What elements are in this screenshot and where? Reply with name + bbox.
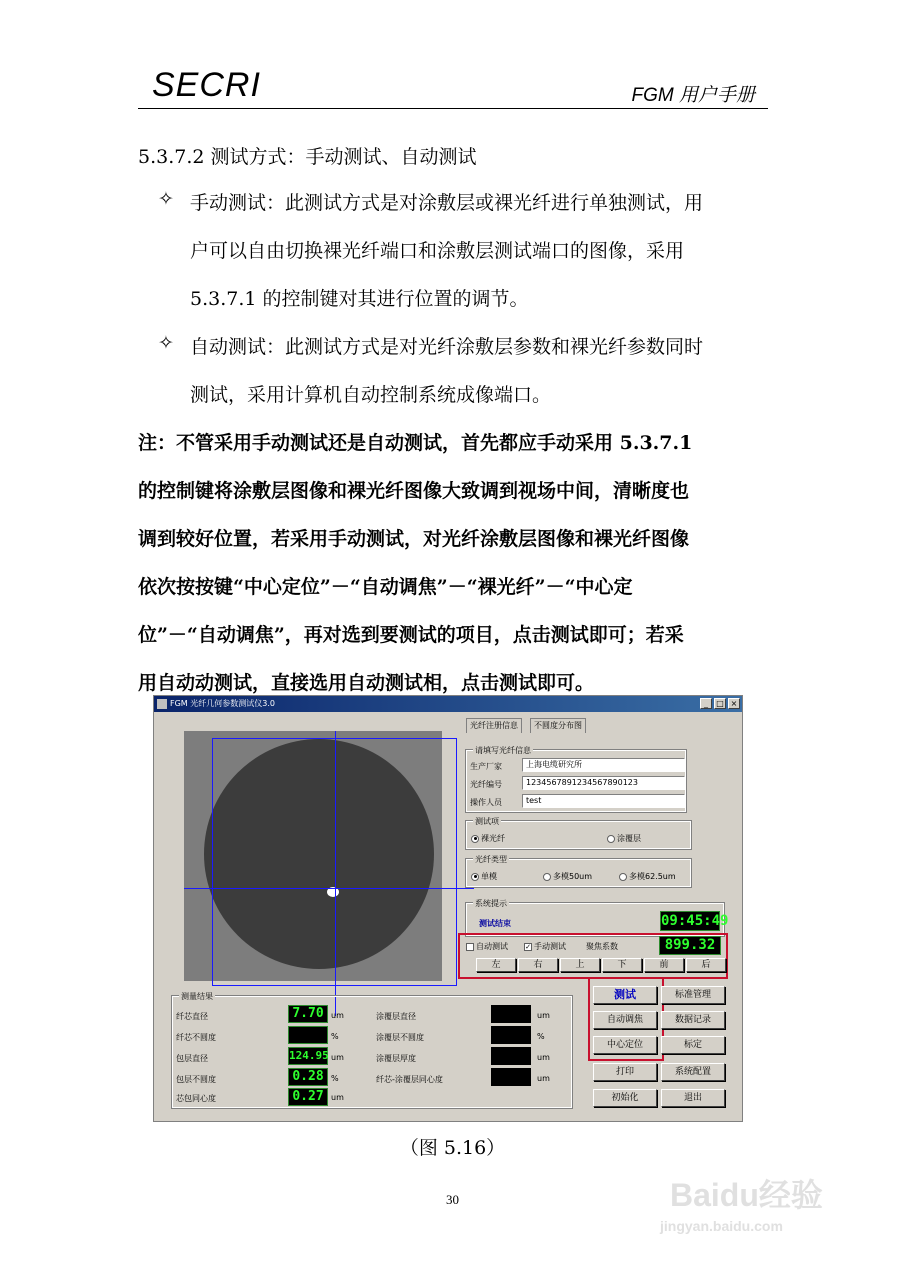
core-ovality-unit: % [331,1032,339,1041]
coating-diameter-unit: um [537,1011,550,1020]
test-item-group-label: 测试项 [475,817,499,826]
bullet-line: 自动测试：此测试方式是对光纤涂敷层参数和裸光纤参数同时 [190,336,704,358]
fiber-image-view [184,731,442,981]
watermark-brand: Baidu经验 [670,1177,823,1213]
checkbox-checked-icon: ✓ [525,942,531,951]
bullet-diamond-icon: ✧ [158,332,174,354]
fiber-type-group [466,855,691,887]
bullet-line: 户可以自由切换裸光纤端口和涂敷层测试端口的图像，采用 [190,240,685,262]
registration-group-label: 请填写光纤信息 [475,746,531,755]
maximize-button[interactable]: □ [714,698,726,709]
header-rule [138,108,768,109]
close-button[interactable]: × [728,698,740,709]
radio-bare-fiber-label: 裸光纤 [481,834,505,843]
radio-coating-label: 涂覆层 [617,834,641,843]
system-status: 测试结束 [479,919,511,928]
test-button[interactable]: 测试 [593,986,657,1004]
radio-multimode-62[interactable] [619,871,676,882]
radio-coating[interactable] [607,833,641,844]
manual-test-label: 手动测试 [534,942,566,951]
app-titlebar [154,696,742,712]
core-diameter-unit: um [331,1011,344,1020]
system-config-button[interactable]: 系统配置 [661,1063,725,1081]
radio-multimode-50-label: 多模50um [553,872,593,881]
core-coating-concentricity-label: 纤芯-涂覆层同心度 [376,1075,443,1084]
coating-ovality-value [491,1026,531,1044]
results-group [172,992,572,1108]
figure-caption: （图 5.16） [399,1137,506,1159]
move-back-button[interactable]: 后 [686,958,726,972]
core-clad-concentricity-unit: um [331,1093,344,1102]
core-coating-concentricity-unit: um [537,1074,550,1083]
radio-icon [607,835,615,843]
radio-bare-fiber[interactable] [471,833,505,844]
bullet-diamond-icon: ✧ [158,188,174,210]
coating-diameter-label: 涂覆层直径 [376,1012,416,1021]
header-logo: SECRI [152,66,261,104]
core-clad-concentricity-label: 芯包同心度 [176,1094,216,1103]
core-diameter-value: 7.70 [288,1005,328,1023]
operator-field[interactable]: test [522,794,685,808]
print-button[interactable]: 打印 [593,1063,657,1081]
radio-multimode-50[interactable] [543,871,592,882]
note-line: 注：不管采用手动测试还是自动测试，首先都应手动采用 5.3.7.1 [138,432,693,454]
page-number: 30 [446,1192,459,1207]
radio-icon [543,873,551,881]
note-line: 的控制键将涂敷层图像和裸光纤图像大致调到视场中间，清晰度也 [138,480,690,502]
coating-diameter-value [491,1005,531,1023]
move-left-button[interactable]: 左 [476,958,516,972]
coating-ovality-unit: % [537,1032,545,1041]
tab-ovality[interactable]: 不圆度分布图 [530,718,586,733]
standard-management-button[interactable]: 标准管理 [661,986,725,1004]
clad-diameter-unit: um [331,1053,344,1062]
auto-test-checkbox[interactable] [466,941,508,952]
autofocus-button[interactable]: 自动调焦 [593,1011,657,1029]
coating-thickness-unit: um [537,1053,550,1062]
clad-ovality-unit: % [331,1074,339,1083]
clad-diameter-value: 124.95 [288,1047,328,1065]
clad-ovality-label: 包层不圆度 [176,1075,216,1084]
auto-test-label: 自动测试 [476,942,508,951]
note-line: 位”－“自动调焦”，再对选到要测试的项目，点击测试即可；若采 [138,624,684,646]
watermark [640,1170,850,1240]
focus-coefficient-display: 899.32 [659,936,721,955]
note-line: 调到较好位置，若采用手动测试，对光纤涂敷层图像和裸光纤图像 [138,528,690,550]
fiber-id-label: 光纤编号 [470,780,502,789]
radio-single-mode[interactable] [471,871,497,882]
core-ovality-value [288,1026,328,1044]
clad-ovality-value: 0.28 [288,1068,328,1086]
radio-icon [619,873,627,881]
data-records-button[interactable]: 数据记录 [661,1011,725,1029]
system-group [466,899,729,936]
section-heading: 5.3.7.2 测试方式：手动测试、自动测试 [138,146,477,168]
app-icon [157,699,167,709]
coating-ovality-label: 涂覆层不圆度 [376,1033,424,1042]
radio-selected-icon [471,835,479,843]
radio-selected-icon [471,873,479,881]
move-forward-button[interactable]: 前 [644,958,684,972]
move-up-button[interactable]: 上 [560,958,600,972]
app-window [153,695,743,1122]
note-line: 依次按按键“中心定位”－“自动调焦”－“裸光纤”－“中心定 [138,576,633,598]
app-title: FGM 光纤几何参数测试仪3.0 [170,699,275,708]
fiber-id-field[interactable]: 1234567891234567890123 [522,776,685,790]
clock-display: 09:45:49 [661,913,729,929]
coating-thickness-label: 涂覆层厚度 [376,1054,416,1063]
test-item-group [466,817,691,849]
tab-registration[interactable]: 光纤注册信息 [466,718,522,733]
checkbox-icon [466,943,474,951]
results-group-label: 测量结果 [181,992,213,1001]
focus-coefficient-label: 聚焦系数 [586,942,618,951]
move-right-button[interactable]: 右 [518,958,558,972]
calibrate-button[interactable]: 标定 [661,1036,725,1054]
bullet-line: 5.3.7.1 的控制键对其进行位置的调节。 [190,288,529,310]
note-line: 用自动动测试，直接选用自动测试相，点击测试即可。 [138,672,595,694]
manual-test-checkbox[interactable] [524,941,566,952]
move-down-button[interactable]: 下 [602,958,642,972]
core-ovality-label: 纤芯不圆度 [176,1033,216,1042]
watermark-url: jingyan.baidu.com [660,1218,783,1234]
header-title: FGM 用户手册 [631,85,755,106]
operator-label: 操作人员 [470,798,502,807]
coating-thickness-value [491,1047,531,1065]
crosshair-vertical [335,731,336,1016]
bullet-line: 测试，采用计算机自动控制系统成像端口。 [190,384,552,406]
exit-button[interactable]: 退出 [661,1089,725,1107]
clad-diameter-label: 包层直径 [176,1054,208,1063]
minimize-button[interactable]: _ [700,698,712,709]
radio-single-mode-label: 单模 [481,872,497,881]
radio-multimode-62-label: 多模62.5um [629,872,676,881]
system-group-label: 系统提示 [475,899,507,908]
fiber-type-group-label: 光纤类型 [475,855,507,864]
core-clad-concentricity-value: 0.27 [288,1088,328,1106]
maker-label: 生产厂家 [470,762,502,771]
core-diameter-label: 纤芯直径 [176,1012,208,1021]
bullet-line: 手动测试：此测试方式是对涂敷层或裸光纤进行单独测试，用 [190,192,704,214]
registration-group [466,746,686,812]
center-position-button[interactable]: 中心定位 [593,1036,657,1054]
initialize-button[interactable]: 初始化 [593,1089,657,1107]
core-coating-concentricity-value [491,1068,531,1086]
maker-field[interactable]: 上海电缆研究所 [522,758,685,772]
crosshair-horizontal [184,888,474,889]
